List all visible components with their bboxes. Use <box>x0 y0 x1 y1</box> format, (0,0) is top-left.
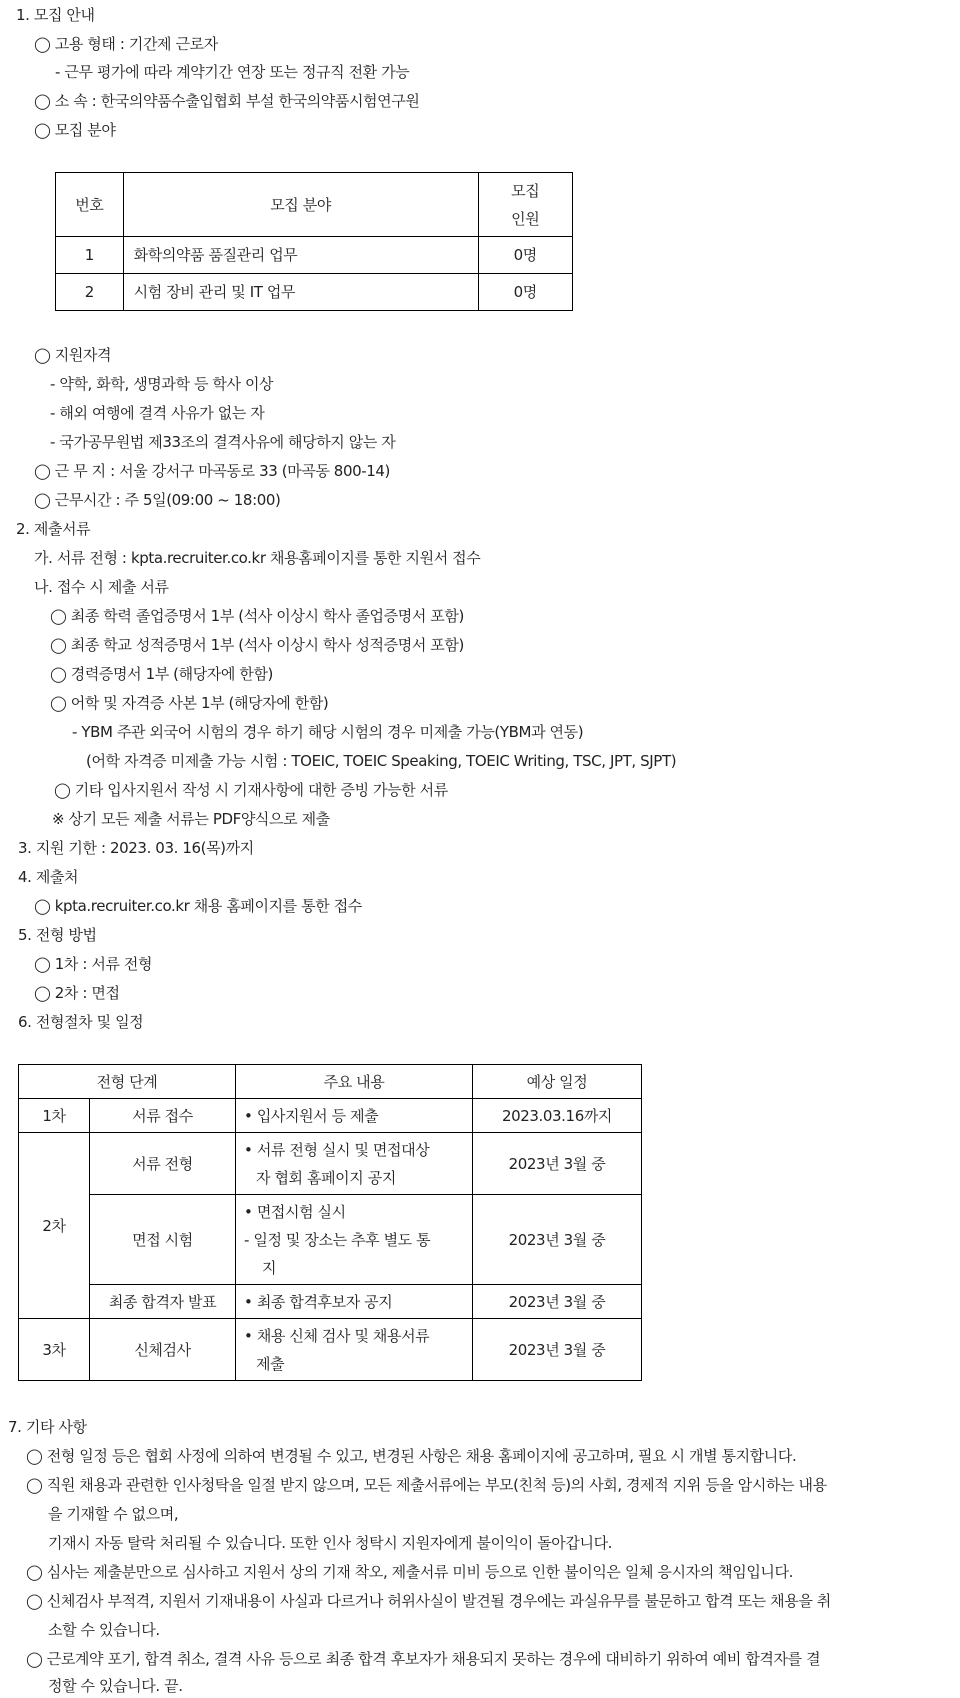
ybm-tests: (어학 자격증 미제출 가능 시험 : TOEIC, TOEIC Speaking, TOEIC Writing, TSC, JPT, SJPT) <box>86 752 677 770</box>
content-cell: • 입사지원서 등 제출 <box>236 1099 473 1133</box>
header-number: 번호 <box>56 173 124 237</box>
document-item: ◯ 최종 학교 성적증명서 1부 (석사 이상시 학사 성적증명서 포함) <box>50 636 464 654</box>
date-cell: 2023년 3월 중 <box>473 1319 642 1381</box>
document-item-etc: ◯ 기타 입사지원서 작성 시 기재사항에 대한 증빙 가능한 서류 <box>54 781 448 799</box>
table-row <box>19 1195 642 1285</box>
section-1-title: 1. 모집 안내 <box>16 6 95 24</box>
content-line: - 일정 및 장소는 추후 별도 통 <box>244 1230 431 1249</box>
section-6-title: 6. 전형절차 및 일정 <box>18 1013 144 1031</box>
row-field: 화학의약품 품질관리 업무 <box>123 237 478 274</box>
content-cell: • 최종 합격후보자 공지 <box>236 1285 473 1319</box>
qualification-item: - 약학, 화학, 생명과학 등 학사 이상 <box>50 375 274 393</box>
qualification-heading: ◯ 지원자격 <box>34 346 112 364</box>
document-item: ◯ 어학 및 자격증 사본 1부 (해당자에 한함) <box>50 694 329 712</box>
note-item: ◯ 직원 채용과 관련한 인사청탁을 일절 받지 않으며, 모든 제출서류에는 부모(친척 등)의 사회, 경제적 지위 등을 암시하는 내용 <box>26 1476 827 1494</box>
row-count: 0명 <box>478 237 573 274</box>
date-cell: 2023.03.16까지 <box>473 1099 642 1133</box>
content-line: • 채용 신체 검사 및 채용서류 <box>244 1326 430 1345</box>
date-cell: 2023년 3월 중 <box>473 1195 642 1285</box>
stage-physical-exam: 신체검사 <box>90 1319 236 1381</box>
submission-place: ◯ kpta.recruiter.co.kr 채용 홈페이지를 통한 접수 <box>34 897 362 915</box>
row-number: 1 <box>56 237 124 274</box>
round-3: 3차 <box>19 1319 90 1381</box>
note-item: ◯ 근로계약 포기, 합격 취소, 결격 사유 등으로 최종 합격 후보자가 채용되지 못하는 경우에 대비하기 위하여 예비 합격자를 결 <box>26 1650 821 1668</box>
section-3-title: 3. 지원 기한 : 2023. 03. 16(목)까지 <box>18 839 254 857</box>
note-item: ◯ 전형 일정 등은 협회 사정에 의하여 변경될 수 있고, 변경된 사항은 채용 홈페이지에 공고하며, 필요 시 개별 통지합니다. <box>26 1447 797 1465</box>
work-hours: ◯ 근무시간 : 주 5일(09:00 ~ 18:00) <box>34 491 281 509</box>
table-row <box>56 274 573 311</box>
content-cell <box>236 1319 473 1381</box>
stage-document-receipt: 서류 접수 <box>90 1099 236 1133</box>
note-item: ◯ 심사는 제출분만으로 심사하고 지원서 상의 기재 착오, 제출서류 미비 등으로 인한 불이익은 일체 응시자의 책임입니다. <box>26 1563 793 1581</box>
row-number: 2 <box>56 274 124 311</box>
row-field: 시험 장비 관리 및 IT 업무 <box>123 274 478 311</box>
header-count-line1: 모집 <box>511 181 540 200</box>
stage-document-screening: 서류 전형 <box>90 1133 236 1195</box>
pdf-note: ※ 상기 모든 제출 서류는 PDF양식으로 제출 <box>52 810 330 828</box>
qualification-item: - 해외 여행에 결격 사유가 없는 자 <box>50 404 265 422</box>
affiliation: ◯ 소 속 : 한국의약품수출입협회 부설 한국의약품시험연구원 <box>34 92 420 110</box>
table-row <box>19 1099 642 1133</box>
work-location: ◯ 근 무 지 : 서울 강서구 마곡동로 33 (마곡동 800-14) <box>34 462 390 480</box>
table-row <box>19 1285 642 1319</box>
round-2: 2차 <box>19 1133 90 1319</box>
employment-type: ◯ 고용 형태 : 기간제 근로자 <box>34 35 218 53</box>
header-count-line2: 인원 <box>511 209 540 228</box>
qualification-item: - 국가공무원법 제33조의 결격사유에 해당하지 않는 자 <box>50 433 396 451</box>
header-content: 주요 내용 <box>236 1065 473 1099</box>
selection-method-item: ◯ 1차 : 서류 전형 <box>34 955 153 973</box>
document-item: ◯ 최종 학력 졸업증명서 1부 (석사 이상시 학사 졸업증명서 포함) <box>50 607 464 625</box>
content-line: • 면접시험 실시 <box>244 1202 346 1221</box>
date-cell: 2023년 3월 중 <box>473 1285 642 1319</box>
date-cell: 2023년 3월 중 <box>473 1133 642 1195</box>
employment-note: - 근무 평가에 따라 계약기간 연장 또는 정규직 전환 가능 <box>55 63 410 81</box>
section-7-title: 7. 기타 사항 <box>8 1418 87 1436</box>
recruit-field-table <box>55 172 573 311</box>
header-count <box>478 173 573 237</box>
selection-method-item: ◯ 2차 : 면접 <box>34 984 120 1002</box>
content-cell <box>236 1195 473 1285</box>
note-item-cont: 기재시 자동 탈락 처리될 수 있습니다. 또한 인사 청탁시 지원자에게 불이익이 돌아갑니다. <box>48 1534 613 1552</box>
section-5-title: 5. 전형 방법 <box>18 926 97 944</box>
section-2-title: 2. 제출서류 <box>16 520 91 538</box>
stage-final-announcement: 최종 합격자 발표 <box>90 1285 236 1319</box>
section-4-title: 4. 제출처 <box>18 868 79 886</box>
recruit-field-heading: ◯ 모집 분야 <box>34 121 116 139</box>
schedule-table <box>18 1064 642 1381</box>
table-row <box>19 1133 642 1195</box>
row-count: 0명 <box>478 274 573 311</box>
table-row <box>19 1319 642 1381</box>
document-item: ◯ 경력증명서 1부 (해당자에 한함) <box>50 665 273 683</box>
header-date: 예상 일정 <box>473 1065 642 1099</box>
note-item: ◯ 신체검사 부적격, 지원서 기재내용이 사실과 다르거나 허위사실이 발견될 경우에는 과실유무를 불문하고 합격 또는 채용을 취 <box>26 1592 831 1610</box>
content-line: 자 협회 홈페이지 공지 <box>256 1168 396 1187</box>
header-stage: 전형 단계 <box>19 1065 236 1099</box>
document-screening: 가. 서류 전형 : kpta.recruiter.co.kr 채용홈페이지를 통한 지원서 접수 <box>34 549 481 567</box>
ybm-note: - YBM 주관 외국어 시험의 경우 하기 해당 시험의 경우 미제출 가능(YBM과 연동) <box>72 723 584 741</box>
note-item-cont: 소할 수 있습니다. <box>48 1621 160 1639</box>
content-line: 지 <box>262 1258 277 1277</box>
note-item-cont: 정할 수 있습니다. 끝. <box>48 1677 183 1695</box>
note-item-cont: 을 기재할 수 없으며, <box>48 1505 179 1523</box>
content-cell <box>236 1133 473 1195</box>
stage-interview: 면접 시험 <box>90 1195 236 1285</box>
content-line: • 서류 전형 실시 및 면접대상 <box>244 1140 430 1159</box>
header-field: 모집 분야 <box>123 173 478 237</box>
table-row <box>56 237 573 274</box>
content-line: 제출 <box>256 1354 285 1373</box>
submission-docs-heading: 나. 접수 시 제출 서류 <box>34 578 169 596</box>
round-1: 1차 <box>19 1099 90 1133</box>
